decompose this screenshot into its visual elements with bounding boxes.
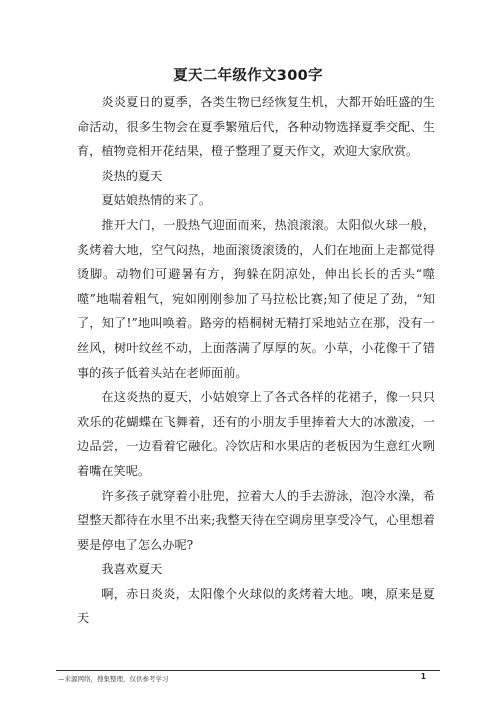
section-heading-i-love-summer: 我喜欢夏天	[101, 562, 163, 577]
page-number: 1	[420, 672, 426, 681]
body-paragraph: 在这炎热的夏天，小姑娘穿上了各式各样的花裙子，像一只只欢乐的花蝴蝶在飞舞着，还有的小朋友手里捧着大大的冰激凌，一边品尝，一边看着它融化。冷饮店和水果店的老板因为生意红火咧着嘴在笑呢。	[77, 390, 435, 478]
section-heading-hot-summer: 炎热的夏天	[101, 168, 163, 183]
document-body	[77, 90, 435, 631]
footer-divider	[56, 670, 440, 671]
body-paragraph: 夏姑娘热情的来了。	[101, 193, 212, 208]
footer-source-note: —来源网络，搜集整理，仅供参考学习	[58, 675, 169, 683]
body-paragraph: 推开大门，一股热气迎面而来，热浪滚滚。太阳似火球一般，炙烤着大地，空气闷热，地面滚烫滚烫的，人们在地面上走都觉得烫脚。动物们可避暑有方，狗躲在阴凉处，伸出长长的舌头“噬噬”地喘着粗气，宛如刚刚参加了马拉松比赛;知了使足了劲，“知了，知了!”地叫唤着。路旁的梧桐树无精打采地站立在那，没有一丝风，树叶纹丝不动，上面落满了厚厚的灰。小草，小花像干了错事的孩子低着头站在老师面前。	[77, 217, 435, 380]
body-paragraph: 许多孩子就穿着小肚兜，拉着大人的手去游泳，泡冷水澡，希望整天都待在水里不出来;我整天待在空调房里享受冷气，心里想着要是停电了怎么办呢?	[77, 488, 435, 552]
document-title: 夏天二年级作文300字	[173, 68, 323, 84]
body-paragraph: 啊，赤日炎炎，太阳像个火球似的炙烤着大地。噢，原来是夏天	[77, 586, 435, 626]
intro-paragraph: 炎炎夏日的夏季，各类生物已经恢复生机，大都开始旺盛的生命活动，很多生物会在夏季繁殖后代，各种动物选择夏季交配、生育，植物竞相开花结果，橙子整理了夏天作文，欢迎大家欣赏。	[77, 95, 435, 159]
